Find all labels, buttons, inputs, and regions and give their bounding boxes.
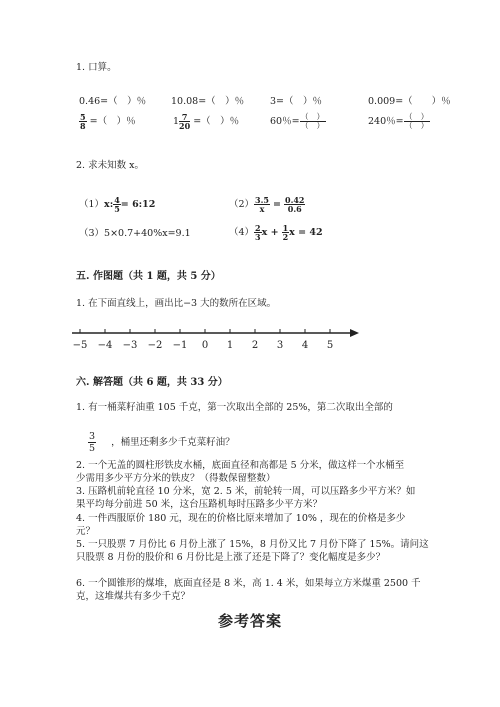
section-heading-solve: 六. 解答题（共 6 题，共 33 分） bbox=[76, 377, 228, 388]
number-line-tick-label: −2 bbox=[147, 340, 163, 351]
draw-question-1: 1. 在下面直线上，画出比−3 大的数所在区域。 bbox=[76, 298, 277, 309]
question-5-line-2: 只股票 8 月份的股价和 6 月份比是上涨了还是下降了？变化幅度是多少？ bbox=[76, 552, 386, 563]
question-6-line-1: 6. 一个圆锥形的煤堆，底面直径是 8 米，高 1. 4 米，如果每立方米煤重 2500 千 bbox=[76, 578, 421, 589]
oral-item: 3=（ ）％ bbox=[270, 96, 323, 107]
answer-title: 参考答案 bbox=[218, 612, 283, 630]
number-line-tick-label: −5 bbox=[72, 340, 88, 351]
number-line-tick-label: 5 bbox=[326, 340, 334, 351]
equation-1: （1）x: $\frac{4}{5}$ = 6:12 bbox=[79, 195, 156, 214]
number-line-tick-label: −3 bbox=[122, 340, 138, 351]
number-line-tick-label: 3 bbox=[276, 340, 284, 351]
oral-item: 10.08=（ ）％ bbox=[171, 96, 245, 107]
oral-item: 1 $\frac{7}{20}$ =（ ）％ bbox=[173, 112, 240, 131]
number-line-tick-label: 2 bbox=[251, 340, 259, 351]
number-line-svg bbox=[70, 326, 370, 356]
question-4-line-2: 元？ bbox=[76, 526, 96, 537]
fraction: $\frac{3}{5}$ bbox=[89, 431, 96, 454]
fraction: $\frac{1}{2}$ bbox=[282, 223, 289, 242]
oral-item: 60％= $\frac{( )}{( )}$ bbox=[270, 112, 325, 130]
section-heading-draw: 五. 作图题（共 1 题，共 5 分） bbox=[76, 271, 221, 282]
number-line-tick-label: 4 bbox=[301, 340, 309, 351]
oral-item: 0.009=（ ）％ bbox=[368, 96, 451, 107]
number-line-tick-label: −1 bbox=[172, 340, 188, 351]
fraction: $\frac{3.5}{x}$ bbox=[255, 195, 269, 214]
fraction: $\frac{( )}{( )}$ bbox=[300, 112, 325, 130]
question-2-line-2: 少需用多少平方分米的铁皮？（得数保留整数） bbox=[76, 473, 276, 484]
number-line-tick-label: −4 bbox=[97, 340, 113, 351]
unknown-title: 2. 求未知数 x。 bbox=[76, 160, 144, 171]
equation-3: （3）5×0.7+40%x=9.1 bbox=[79, 228, 191, 239]
equation-2: （2） $\frac{3.5}{x}$ = $\frac{0.42}{0.6}$ bbox=[229, 195, 305, 214]
question-1-line-2: $\frac{3}{5}$ ，桶里还剩多少千克菜籽油？ bbox=[89, 431, 235, 454]
equation-4: （4） $\frac{2}{3}$ x + $\frac{1}{2}$ x = 42 bbox=[229, 223, 323, 242]
question-2-line-1: 2. 一个无盖的圆柱形铁皮水桶，底面直径和高都是 5 分米，做这样一个水桶至 bbox=[76, 460, 405, 471]
fraction: $\frac{2}{3}$ bbox=[255, 223, 261, 242]
number-line bbox=[70, 326, 370, 360]
fraction: $\frac{5}{8}$ bbox=[80, 112, 86, 131]
oral-title: 1. 口算。 bbox=[76, 62, 117, 73]
question-1-line-1: 1. 有一桶菜籽油重 105 千克，第一次取出全部的 25%，第二次取出全部的 bbox=[76, 402, 393, 413]
fraction: $\frac{7}{20}$ bbox=[179, 112, 191, 131]
question-4-line-1: 4. 一件西服原价 180 元，现在的价格比原来增加了 10% ，现在的价格是多少 bbox=[76, 513, 406, 524]
question-3-line-1: 3. 压路机前轮直径 10 分米，宽 2. 5 米，前轮转一周，可以压路多少平方米？如 bbox=[76, 486, 416, 497]
fraction: $\frac{0.42}{0.6}$ bbox=[285, 195, 305, 214]
oral-item: $\frac{5}{8}$ =（ ）％ bbox=[80, 112, 136, 131]
question-5-line-1: 5. 一只股票 7 月份比 6 月份上涨了 15%，8 月份又比 7 月份下降了 15%。请问这 bbox=[76, 539, 429, 550]
fraction: $\frac{4}{5}$ bbox=[114, 195, 120, 214]
oral-item: 0.46=（ ）％ bbox=[79, 96, 147, 107]
fraction: $\frac{( )}{( )}$ bbox=[404, 112, 429, 130]
number-line-tick-label: 0 bbox=[201, 340, 209, 351]
arrow-head bbox=[350, 329, 359, 337]
number-line-tick-label: 1 bbox=[226, 340, 234, 351]
question-3-line-2: 果平均每分前进 50 米，这台压路机每时压路多少平方米？ bbox=[76, 499, 323, 510]
question-6-line-2: 克，这堆煤共有多少千克？ bbox=[76, 591, 191, 602]
oral-item: 240％= $\frac{( )}{( )}$ bbox=[368, 112, 429, 130]
